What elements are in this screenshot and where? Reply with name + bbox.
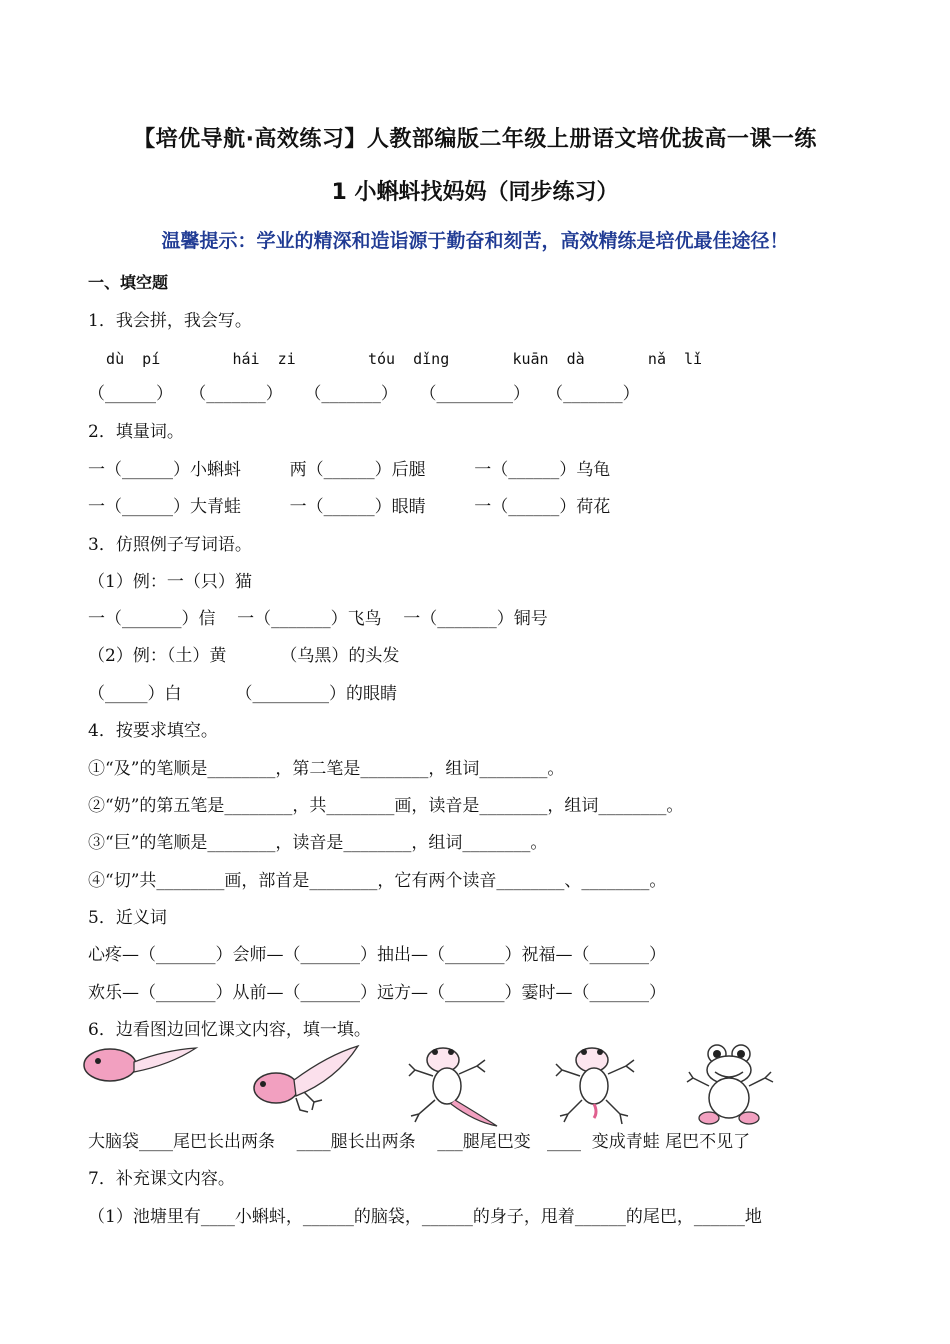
question-3: 3．仿照例子写词语。 bbox=[88, 535, 252, 555]
page-title: 【培优导航·高效练习】人教部编版二年级上册语文培优拔高一课一练 bbox=[133, 127, 817, 152]
question-2: 2．填量词。 bbox=[88, 422, 184, 442]
question-7-item-1[interactable]: （1）池塘里有____小蝌蚪，______的脑袋，______的身子，甩着______的尾巴，______地 bbox=[88, 1207, 762, 1227]
question-3-example-1: （1）例：一（只）猫 bbox=[88, 572, 252, 592]
question-6: 6．边看图边回忆课文内容，填一填。 bbox=[88, 1020, 371, 1040]
question-4-item-1[interactable]: ①“及”的笔顺是________，第二笔是________，组词________。 bbox=[88, 759, 565, 779]
question-7: 7．补充课文内容。 bbox=[88, 1169, 235, 1189]
question-3-example-2: （2）例：（土）黄 （乌黑）的头发 bbox=[88, 646, 400, 666]
lesson-title: 1 小蝌蚪找妈妈（同步练习） bbox=[331, 180, 619, 205]
question-3-row-2[interactable]: （_____）白 （_________）的眼睛 bbox=[88, 684, 398, 704]
question-5: 5．近义词 bbox=[88, 908, 167, 928]
question-5-row-2[interactable]: 欢乐—（_______）从前—（_______）远方—（_______）霎时—（_______） bbox=[88, 983, 666, 1003]
question-3-row-1[interactable]: 一（_______）信 一（_______）飞鸟 一（_______）铜号 bbox=[88, 609, 548, 629]
question-6-caption[interactable]: 大脑袋____尾巴长出两条 ____腿长出两条 ___腿尾巴变 ____ 变成青蛙 尾巴不见了 bbox=[88, 1132, 751, 1152]
question-2-row-1[interactable]: 一（______）小蝌蚪 两（______）后腿 一（______）乌龟 bbox=[88, 460, 611, 480]
question-1: 1．我会拼，我会写。 bbox=[88, 311, 252, 331]
tadpole-legs-icon bbox=[248, 1040, 363, 1120]
question-4-item-3[interactable]: ③“巨”的笔顺是________，读音是________，组词________。 bbox=[88, 833, 548, 853]
question-4-item-4[interactable]: ④“切”共________画，部首是________，它有两个读音________、________。 bbox=[88, 871, 667, 891]
froglet-icon bbox=[405, 1040, 500, 1130]
question-1-pinyin: dù pí hái zi tóu dǐng kuān dà nǎ lǐ bbox=[88, 350, 703, 368]
question-4-item-2[interactable]: ②“奶”的第五笔是________，共________画，读音是________，组词________。 bbox=[88, 796, 684, 816]
question-1-blanks[interactable]: （______） （_______） （_______） （_________） （_______） bbox=[88, 384, 640, 404]
warm-tip: 温馨提示：学业的精深和造诣源于勤奋和刻苦，高效精练是培优最佳途径！ bbox=[161, 230, 789, 252]
question-2-row-2[interactable]: 一（______）大青蛙 一（______）眼睛 一（______）荷花 bbox=[88, 497, 611, 517]
section-fill-blank: 一、填空题 bbox=[88, 273, 169, 292]
tadpole-growth-images bbox=[80, 1040, 870, 1130]
question-5-row-1[interactable]: 心疼—（_______）会师—（_______）抽出—（_______）祝福—（_______） bbox=[88, 945, 666, 965]
froglet-small-tail-icon bbox=[550, 1040, 645, 1130]
tadpole-icon bbox=[80, 1040, 200, 1090]
frog-icon bbox=[685, 1040, 775, 1130]
question-4: 4．按要求填空。 bbox=[88, 721, 218, 741]
